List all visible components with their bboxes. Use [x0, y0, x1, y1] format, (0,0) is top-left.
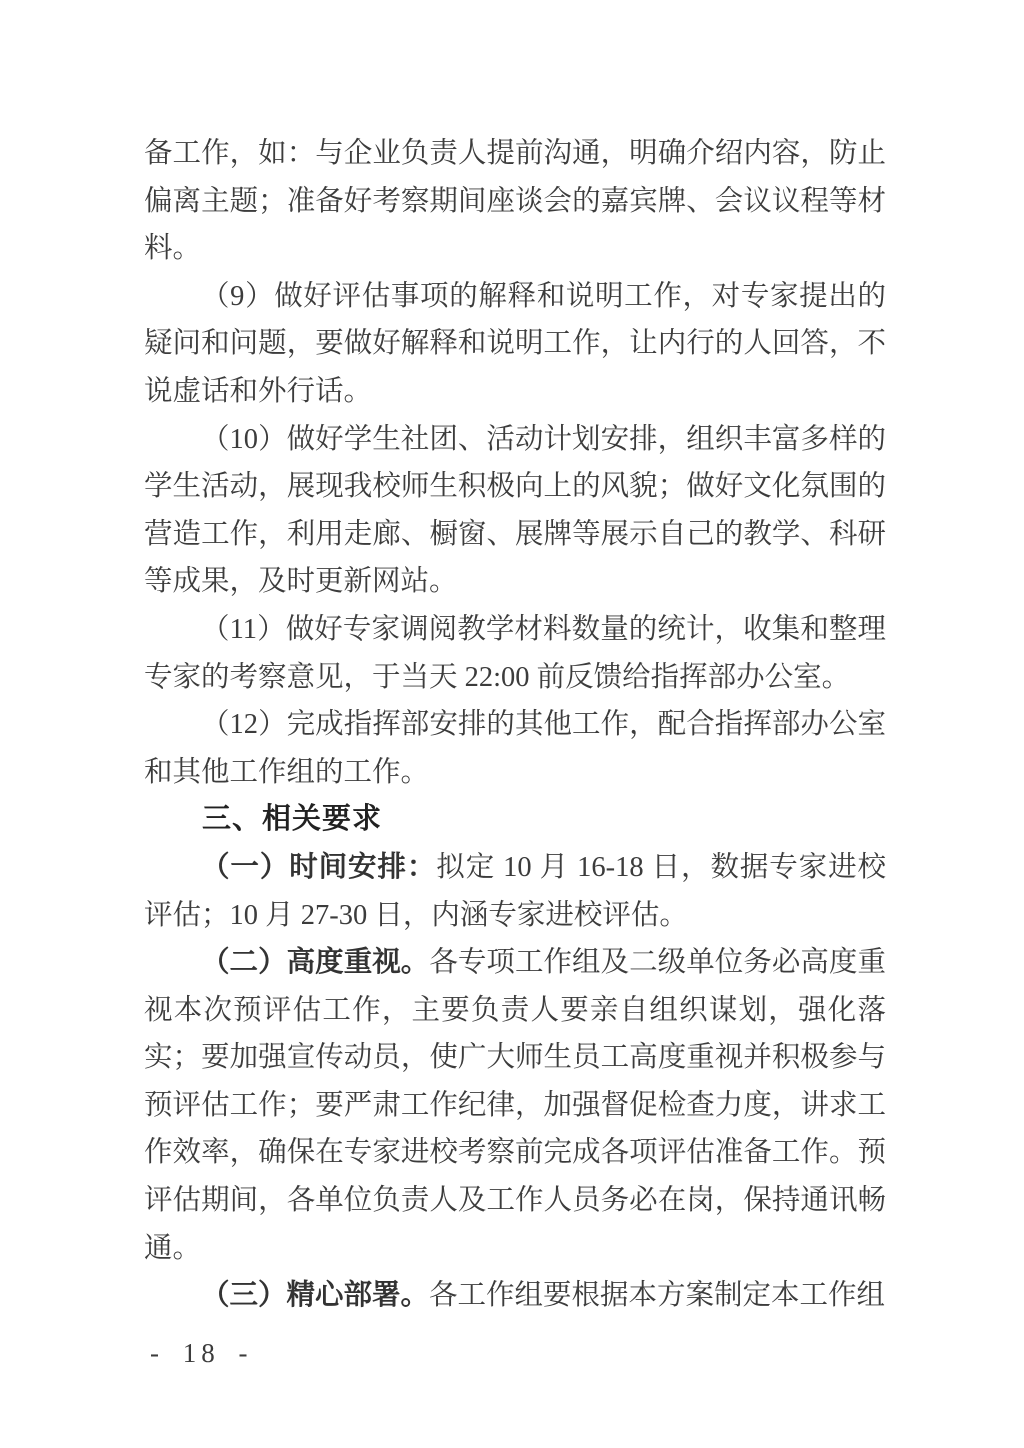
- requirement-item-3: [144, 1272, 886, 1320]
- numbered-item-11: （11）做好专家调阅教学材料数量的统计，收集和整理专家的考察意见，于当天 22:00 前反馈给指挥部办公室。: [144, 613, 886, 693]
- requirement-lead-1: （一）时间安排：: [201, 851, 437, 883]
- requirement-item-2: [144, 939, 886, 1272]
- requirement-lead-3: （三）精心部署。: [201, 1280, 430, 1312]
- page-number: - 18 -: [150, 1338, 253, 1368]
- numbered-item-12: （12）完成指挥部安排的其他工作，配合指挥部办公室和其他工作组的工作。: [144, 709, 886, 788]
- requirement-text-3: 各工作组要根据本方案制定本工作组: [429, 1280, 886, 1312]
- requirement-text-2: 各专项工作组及二级单位务必高度重视本次预评估工作，主要负责人要亲自组织谋划，强化落实；要加强宣传动员，使广大师生员工高度重视并积极参与预评估工作；要严肃工作纪律，加强督促检查力度，讲求工作效率，确保在专家进校考察前完成各项评估准备工作。预评估期间，各单位负责人及工作人员务必在岗，保持通讯畅通。: [144, 947, 886, 1264]
- numbered-item-9: （9）做好评估事项的解释和说明工作，对专家提出的疑问和问题，要做好解释和说明工作，让内行的人回答，不说虚话和外行话。: [144, 280, 886, 407]
- requirement-text-1: 拟定 10 月 16-18 日，数据专家进校评估；10 月 27-30 日，内涵专家进校评估。: [144, 851, 886, 931]
- numbered-item-10: （10）做好学生社团、活动计划安排，组织丰富多样的学生活动，展现我校师生积极向上的风貌；做好文化氛围的营造工作，利用走廊、橱窗、展牌等展示自己的教学、科研等成果，及时更新网站。: [144, 423, 886, 598]
- requirement-item-1: [144, 844, 886, 939]
- requirement-lead-2: （二）高度重视。: [201, 947, 430, 979]
- continuation-paragraph: 备工作，如：与企业负责人提前沟通，明确介绍内容，防止偏离主题；准备好考察期间座谈会的嘉宾牌、会议议程等材料。: [144, 138, 886, 265]
- section-heading: 三、相关要求: [202, 803, 383, 836]
- document-body: [144, 130, 886, 1320]
